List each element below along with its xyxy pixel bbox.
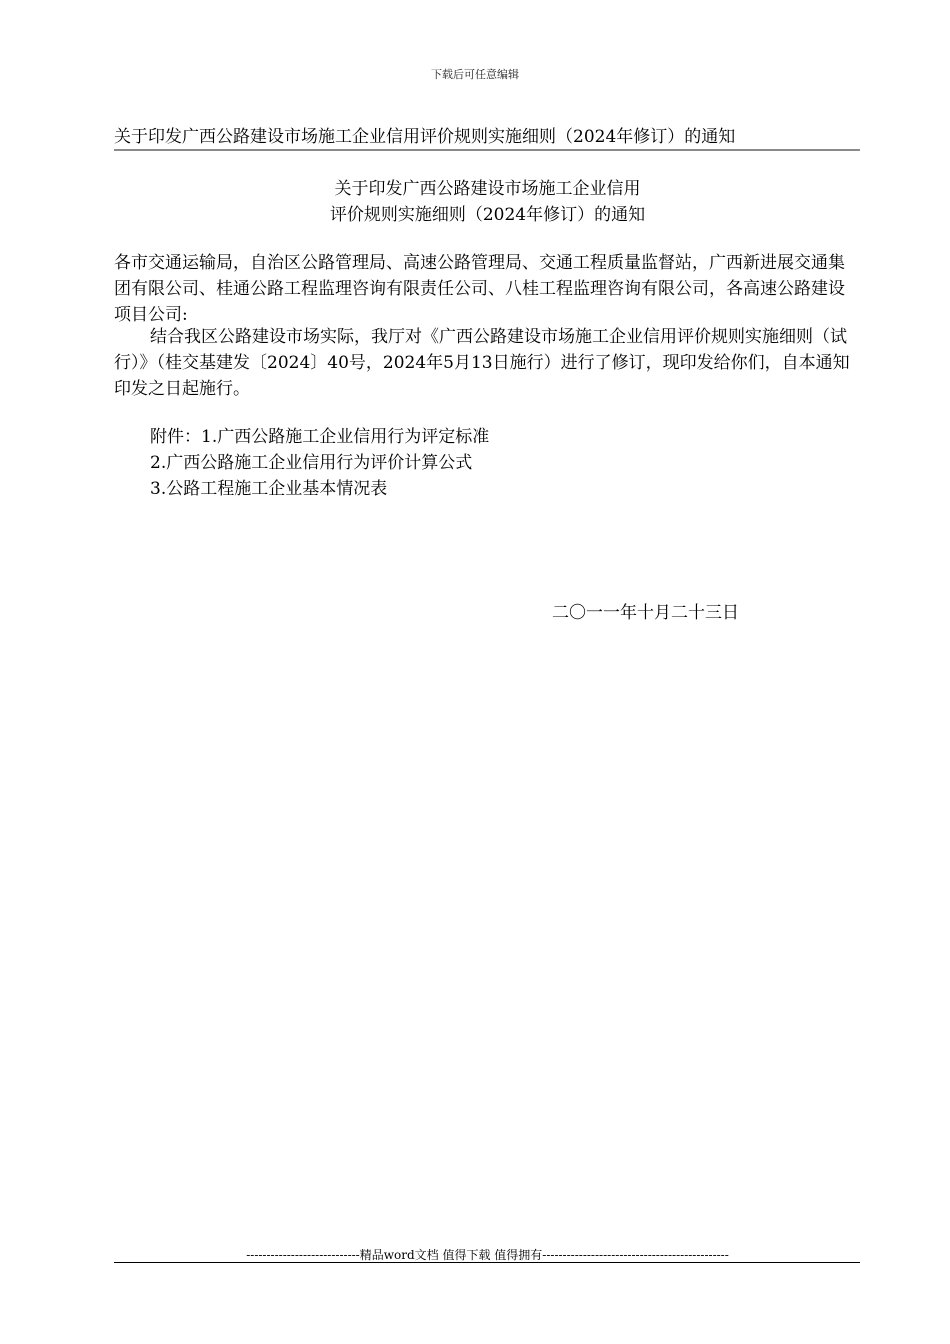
top-note: 下载后可任意编辑 [431,68,519,81]
attachment-item: 2.广西公路施工企业信用行为评价计算公式 [150,453,473,473]
addressee-paragraph: 各市交通运输局，自治区公路管理局、高速公路管理局、交通工程质量监督站，广西新进展交通集团有限公司、桂通公路工程监理咨询有限责任公司、八桂工程监理咨询有限公司，各高速公路建设项目公司: [114,253,845,325]
header-rule [114,149,860,151]
attachment-item: 3.公路工程施工企业基本情况表 [150,479,388,499]
running-header: 关于印发广西公路建设市场施工企业信用评价规则实施细则（2024年修订）的通知 [114,127,736,147]
attachment-item: 附件：1.广西公路施工企业信用行为评定标准 [150,427,490,447]
title-line-2: 评价规则实施细则（2024年修订）的通知 [329,205,646,225]
document-date: 二〇一一年十月二十三日 [552,603,739,623]
footer-text: ----------------------------精品word文档 值得下载 值得拥有---------------------------------------------- [246,1248,729,1262]
attachments-list [150,424,489,502]
title-line-1: 关于印发广西公路建设市场施工企业信用 [334,179,641,199]
body-paragraph: 结合我区公路建设市场实际，我厅对《广西公路建设市场施工企业信用评价规则实施细则（试行）》（桂交基建发〔2024〕40号，2024年5月13日施行）进行了修订，现印发给你们，自本通知印发之日起施行。 [114,327,850,399]
document-title [0,176,950,228]
footer-rule [114,1262,860,1263]
